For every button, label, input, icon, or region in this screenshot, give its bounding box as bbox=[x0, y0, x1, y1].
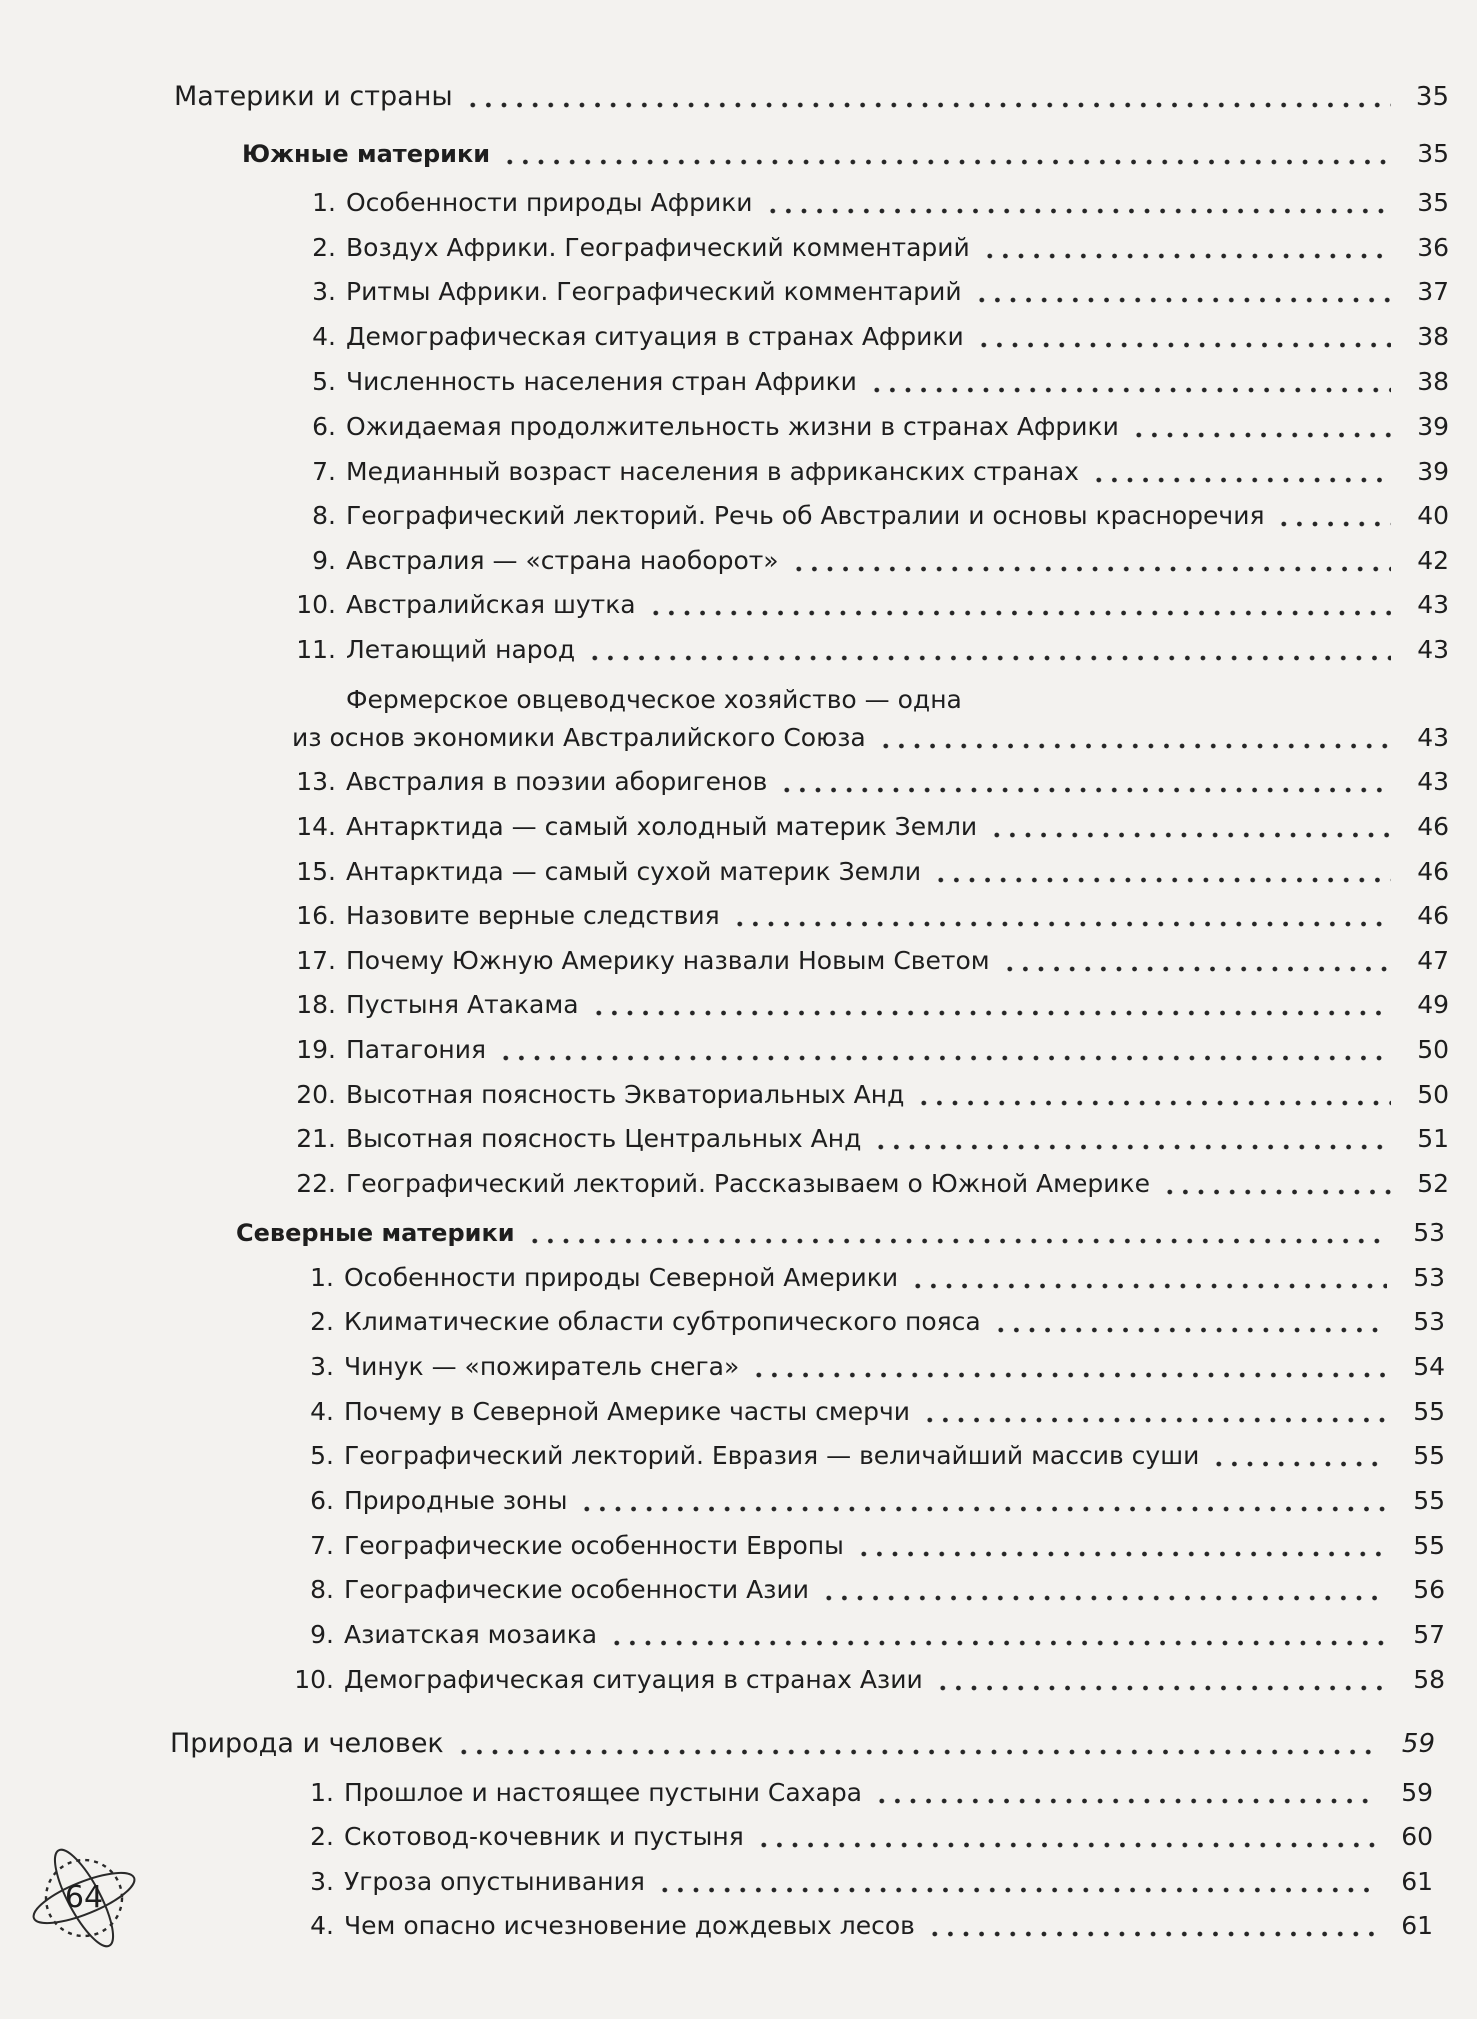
toc-entry bbox=[288, 1383, 1445, 1427]
toc-page-number: 54 bbox=[1413, 1352, 1445, 1381]
toc-entry bbox=[290, 1021, 1449, 1065]
toc-entry bbox=[290, 308, 1449, 352]
toc-entry bbox=[288, 1338, 1445, 1382]
toc-page-number: 57 bbox=[1413, 1620, 1445, 1649]
dot-leader bbox=[779, 770, 1391, 794]
toc-page-number: 40 bbox=[1417, 501, 1449, 530]
toc-entry-title: Антарктида — самый сухой материк Земли bbox=[346, 857, 922, 886]
toc-page-number: 47 bbox=[1417, 946, 1449, 975]
toc-entry bbox=[288, 1249, 1445, 1293]
toc-entry bbox=[288, 1427, 1445, 1471]
dot-leader bbox=[873, 1127, 1391, 1151]
toc-entry-number: 18. bbox=[296, 990, 336, 1019]
toc-page-number: 46 bbox=[1417, 857, 1449, 886]
dot-leader bbox=[1211, 1444, 1387, 1468]
toc-page-number: 50 bbox=[1417, 1035, 1449, 1064]
toc-entry-number: 4. bbox=[310, 1911, 334, 1940]
toc-entry bbox=[290, 843, 1449, 887]
dot-leader bbox=[933, 860, 1391, 884]
toc-entry-title: Чем опасно исчезновение дождевых лесов bbox=[344, 1911, 915, 1940]
dot-leader bbox=[976, 325, 1391, 349]
toc-entry-number: 7. bbox=[312, 457, 336, 486]
dot-leader bbox=[1002, 949, 1391, 973]
toc-entry-number: 21. bbox=[296, 1124, 336, 1153]
toc-entry-number: 1. bbox=[312, 188, 336, 217]
toc-entry-number: 9. bbox=[310, 1620, 334, 1649]
toc-section-title: Северные материки bbox=[236, 1219, 515, 1247]
toc-entry-number: 6. bbox=[312, 412, 336, 441]
dot-leader bbox=[1276, 504, 1391, 528]
dot-leader bbox=[587, 638, 1391, 662]
toc-entry-number: 8. bbox=[312, 501, 336, 530]
toc-section-title: Южные материки bbox=[242, 140, 491, 168]
toc-entry bbox=[290, 1155, 1449, 1199]
toc-entry-number: 3. bbox=[310, 1352, 334, 1381]
toc-entry-title: Высотная поясность Экваториальных Анд bbox=[346, 1080, 905, 1109]
toc-page-number: 39 bbox=[1417, 412, 1449, 441]
dot-leader bbox=[974, 280, 1391, 304]
toc-entry bbox=[290, 263, 1449, 307]
toc-page-number: 38 bbox=[1417, 322, 1449, 351]
toc-page-number: 53 bbox=[1413, 1263, 1445, 1292]
dot-leader bbox=[732, 904, 1391, 928]
toc-entry-title: Пустыня Атакама bbox=[346, 990, 579, 1019]
toc-chapter-title: Материки и страны bbox=[174, 81, 453, 112]
dot-leader bbox=[1131, 415, 1391, 439]
toc-entry-title: Почему Южную Америку назвали Новым Светом bbox=[346, 946, 990, 975]
toc-page-number: 39 bbox=[1417, 457, 1449, 486]
toc-entry-title: Летающий народ bbox=[346, 635, 576, 664]
toc-page-number: 59 bbox=[1401, 1778, 1433, 1807]
toc-entry-number: 2. bbox=[310, 1307, 334, 1336]
toc-entry-title: Австралия — «страна наоборот» bbox=[346, 546, 779, 575]
dot-leader bbox=[648, 593, 1391, 617]
dot-leader bbox=[756, 1825, 1375, 1849]
toc-entry-number: 6. bbox=[310, 1486, 334, 1515]
toc-page-number: 35 bbox=[1417, 139, 1449, 168]
toc-entry-number: 14. bbox=[296, 812, 336, 841]
toc-entry-number: 3. bbox=[310, 1867, 334, 1896]
dot-leader bbox=[456, 1732, 1377, 1756]
dot-leader bbox=[874, 1781, 1375, 1805]
toc-entry bbox=[290, 532, 1449, 576]
toc-entry-number: 10. bbox=[294, 1665, 334, 1694]
toc-page-number: 55 bbox=[1413, 1486, 1445, 1515]
toc-page-number: 43 bbox=[1417, 723, 1449, 752]
toc-page-number: 53 bbox=[1413, 1218, 1445, 1247]
toc-entry-title: Особенности природы Африки bbox=[346, 188, 753, 217]
toc-entry bbox=[288, 1606, 1445, 1650]
toc-entry-number: 5. bbox=[310, 1441, 334, 1470]
toc-page-number: 58 bbox=[1413, 1665, 1445, 1694]
toc-entry-title: Географический лекторий. Евразия — величайший массив суши bbox=[344, 1441, 1200, 1470]
toc-page-number: 60 bbox=[1401, 1822, 1433, 1851]
toc-entry bbox=[288, 1651, 1445, 1695]
toc-entry-title: Ожидаемая продолжительность жизни в странах Африки bbox=[346, 412, 1119, 441]
toc-entry-number: 17. bbox=[296, 946, 336, 975]
toc-entry-number: 4. bbox=[310, 1397, 334, 1426]
toc-page-number: 43 bbox=[1417, 590, 1449, 619]
toc-page-number: 38 bbox=[1417, 367, 1449, 396]
toc-entry-number: 1. bbox=[310, 1263, 334, 1292]
toc-page-number: 52 bbox=[1417, 1169, 1449, 1198]
toc-entry bbox=[290, 621, 1449, 665]
dot-leader bbox=[910, 1266, 1387, 1290]
toc-chapter-title: Природа и человек bbox=[170, 1728, 444, 1759]
toc-entry bbox=[288, 1853, 1433, 1897]
toc-entry bbox=[290, 353, 1449, 397]
dot-leader bbox=[1091, 460, 1391, 484]
toc-entry bbox=[290, 753, 1449, 797]
toc-entry-number: 10. bbox=[296, 590, 336, 619]
dot-leader bbox=[609, 1623, 1387, 1647]
dot-leader bbox=[989, 815, 1391, 839]
toc-entry bbox=[288, 1561, 1445, 1605]
toc-page-number: 46 bbox=[1417, 812, 1449, 841]
toc-entry-title: Почему в Северной Америке часты смерчи bbox=[344, 1397, 911, 1426]
toc-entry-title: Географические особенности Азии bbox=[344, 1575, 809, 1604]
dot-leader bbox=[591, 993, 1391, 1017]
toc-page-number: 55 bbox=[1413, 1531, 1445, 1560]
toc-entry bbox=[288, 1764, 1433, 1808]
toc-entry-title: Географический лекторий. Речь об Австралии и основы красноречия bbox=[346, 501, 1265, 530]
page-number-badge bbox=[26, 1840, 142, 1956]
toc-entry bbox=[292, 709, 1449, 753]
dot-leader bbox=[982, 236, 1391, 260]
toc-entry-title: Угроза опустынивания bbox=[344, 1867, 645, 1896]
toc-entry-number: 5. bbox=[312, 367, 336, 396]
toc-entry bbox=[288, 1808, 1433, 1852]
toc-entry bbox=[288, 1897, 1433, 1941]
toc-entry bbox=[288, 1293, 1445, 1337]
toc-page-number: 35 bbox=[1417, 188, 1449, 217]
toc-entry-title: Фермерское овцеводческое хозяйство — одна bbox=[346, 685, 962, 714]
toc-section bbox=[236, 1204, 1445, 1248]
toc-entry bbox=[290, 443, 1449, 487]
toc-entry-number: 13. bbox=[296, 767, 336, 796]
toc-entry bbox=[288, 1472, 1445, 1516]
toc-entry bbox=[290, 487, 1449, 531]
toc-entry bbox=[290, 1066, 1449, 1110]
dot-leader bbox=[869, 370, 1391, 394]
toc-entry-title: Азиатская мозаика bbox=[344, 1620, 598, 1649]
toc-section bbox=[242, 125, 1449, 169]
toc-entry-title: Медианный возраст населения в африканских странах bbox=[346, 457, 1079, 486]
dot-leader bbox=[579, 1489, 1387, 1513]
toc-entry-title: Географический лекторий. Рассказываем о Южной Америке bbox=[346, 1169, 1150, 1198]
toc-entry-number: 19. bbox=[296, 1035, 336, 1064]
toc-entry-number: 11. bbox=[296, 635, 336, 664]
dot-leader bbox=[765, 191, 1391, 215]
toc-entry-title: Высотная поясность Центральных Анд bbox=[346, 1124, 862, 1153]
toc-entry bbox=[290, 174, 1449, 218]
dot-leader bbox=[916, 1083, 1391, 1107]
dot-leader bbox=[751, 1355, 1387, 1379]
toc-entry-title: Австралийская шутка bbox=[346, 590, 636, 619]
dot-leader bbox=[878, 726, 1391, 750]
dot-leader bbox=[821, 1578, 1387, 1602]
toc-entry bbox=[290, 398, 1449, 442]
toc-entry-title: Антарктида — самый холодный материк Земли bbox=[346, 812, 978, 841]
dot-leader bbox=[465, 85, 1391, 109]
toc-entry-title: Скотовод-кочевник и пустыня bbox=[344, 1822, 744, 1851]
toc-page-number: 46 bbox=[1417, 901, 1449, 930]
toc-entry-title: Демографическая ситуация в странах Африки bbox=[346, 322, 964, 351]
toc-page-number: 61 bbox=[1401, 1867, 1433, 1896]
toc-chapter bbox=[170, 1715, 1435, 1759]
toc-entry-title: Климатические области субтропического пояса bbox=[344, 1307, 981, 1336]
toc-entry-title-continued: из основ экономики Австралийского Союза bbox=[292, 723, 866, 752]
toc-entry-title: Ритмы Африки. Географический комментарий bbox=[346, 277, 962, 306]
dot-leader bbox=[935, 1668, 1387, 1692]
page-number: 64 bbox=[64, 1880, 104, 1915]
toc-page-number: 50 bbox=[1417, 1080, 1449, 1109]
toc-entry-title: Численность населения стран Африки bbox=[346, 367, 857, 396]
toc-entry-number: 16. bbox=[296, 901, 336, 930]
dot-leader bbox=[1162, 1172, 1391, 1196]
dot-leader bbox=[922, 1400, 1387, 1424]
dot-leader bbox=[856, 1534, 1387, 1558]
toc-entry-number: 1. bbox=[310, 1778, 334, 1807]
toc-entry-number: 2. bbox=[310, 1822, 334, 1851]
toc-entry-number: 15. bbox=[296, 857, 336, 886]
toc-entry bbox=[290, 932, 1449, 976]
dot-leader bbox=[657, 1870, 1375, 1894]
toc-page-number: 61 bbox=[1401, 1911, 1433, 1940]
toc-entry-number: 8. bbox=[310, 1575, 334, 1604]
toc-entry bbox=[290, 576, 1449, 620]
toc-entry-number: 7. bbox=[310, 1531, 334, 1560]
toc-entry bbox=[290, 1110, 1449, 1154]
toc-page-number: 43 bbox=[1417, 767, 1449, 796]
toc-entry-title: Особенности природы Северной Америки bbox=[344, 1263, 899, 1292]
toc-page-number: 55 bbox=[1413, 1397, 1445, 1426]
toc-chapter bbox=[174, 68, 1449, 112]
dot-leader bbox=[502, 142, 1391, 166]
toc-entry bbox=[290, 976, 1449, 1020]
toc-entry-title: Прошлое и настоящее пустыни Сахара bbox=[344, 1778, 863, 1807]
toc-entry-title: Природные зоны bbox=[344, 1486, 568, 1515]
toc-entry-number: 3. bbox=[312, 277, 336, 306]
toc-entry-title: Демографическая ситуация в странах Азии bbox=[344, 1665, 923, 1694]
dot-leader bbox=[498, 1038, 1391, 1062]
toc-page-number: 35 bbox=[1415, 82, 1449, 112]
toc-page-number: 36 bbox=[1417, 233, 1449, 262]
toc-entry-title: Чинук — «пожиратель снега» bbox=[344, 1352, 740, 1381]
toc-page-number: 51 bbox=[1417, 1124, 1449, 1153]
dot-leader bbox=[993, 1310, 1387, 1334]
toc-entry-title: Географические особенности Европы bbox=[344, 1531, 844, 1560]
toc-entry bbox=[290, 887, 1449, 931]
toc-entry-number: 22. bbox=[296, 1169, 336, 1198]
toc-page-number: 37 bbox=[1417, 277, 1449, 306]
toc-entry-number: 2. bbox=[312, 233, 336, 262]
dot-leader bbox=[927, 1914, 1375, 1938]
toc-page-number: 53 bbox=[1413, 1307, 1445, 1336]
toc-entry-title: Австралия в поэзии аборигенов bbox=[346, 767, 768, 796]
toc-page-number: 49 bbox=[1417, 990, 1449, 1019]
dot-leader bbox=[527, 1221, 1387, 1245]
toc-entry-number: 9. bbox=[312, 546, 336, 575]
toc-entry bbox=[290, 798, 1449, 842]
toc-entry-title: Назовите верные следствия bbox=[346, 901, 720, 930]
toc-entry-number: 4. bbox=[312, 322, 336, 351]
toc-entry-title: Воздух Африки. Географический комментарий bbox=[346, 233, 970, 262]
toc-page-number: 42 bbox=[1417, 546, 1449, 575]
dot-leader bbox=[791, 549, 1391, 573]
toc-entry-title: Патагония bbox=[346, 1035, 487, 1064]
toc-entry-number: 20. bbox=[296, 1080, 336, 1109]
toc-entry bbox=[290, 219, 1449, 263]
toc-page-number: 55 bbox=[1413, 1441, 1445, 1470]
toc-page-number: 43 bbox=[1417, 635, 1449, 664]
toc-page-number: 59 bbox=[1401, 1729, 1435, 1759]
toc-page-number: 56 bbox=[1413, 1575, 1445, 1604]
toc-entry bbox=[288, 1517, 1445, 1561]
